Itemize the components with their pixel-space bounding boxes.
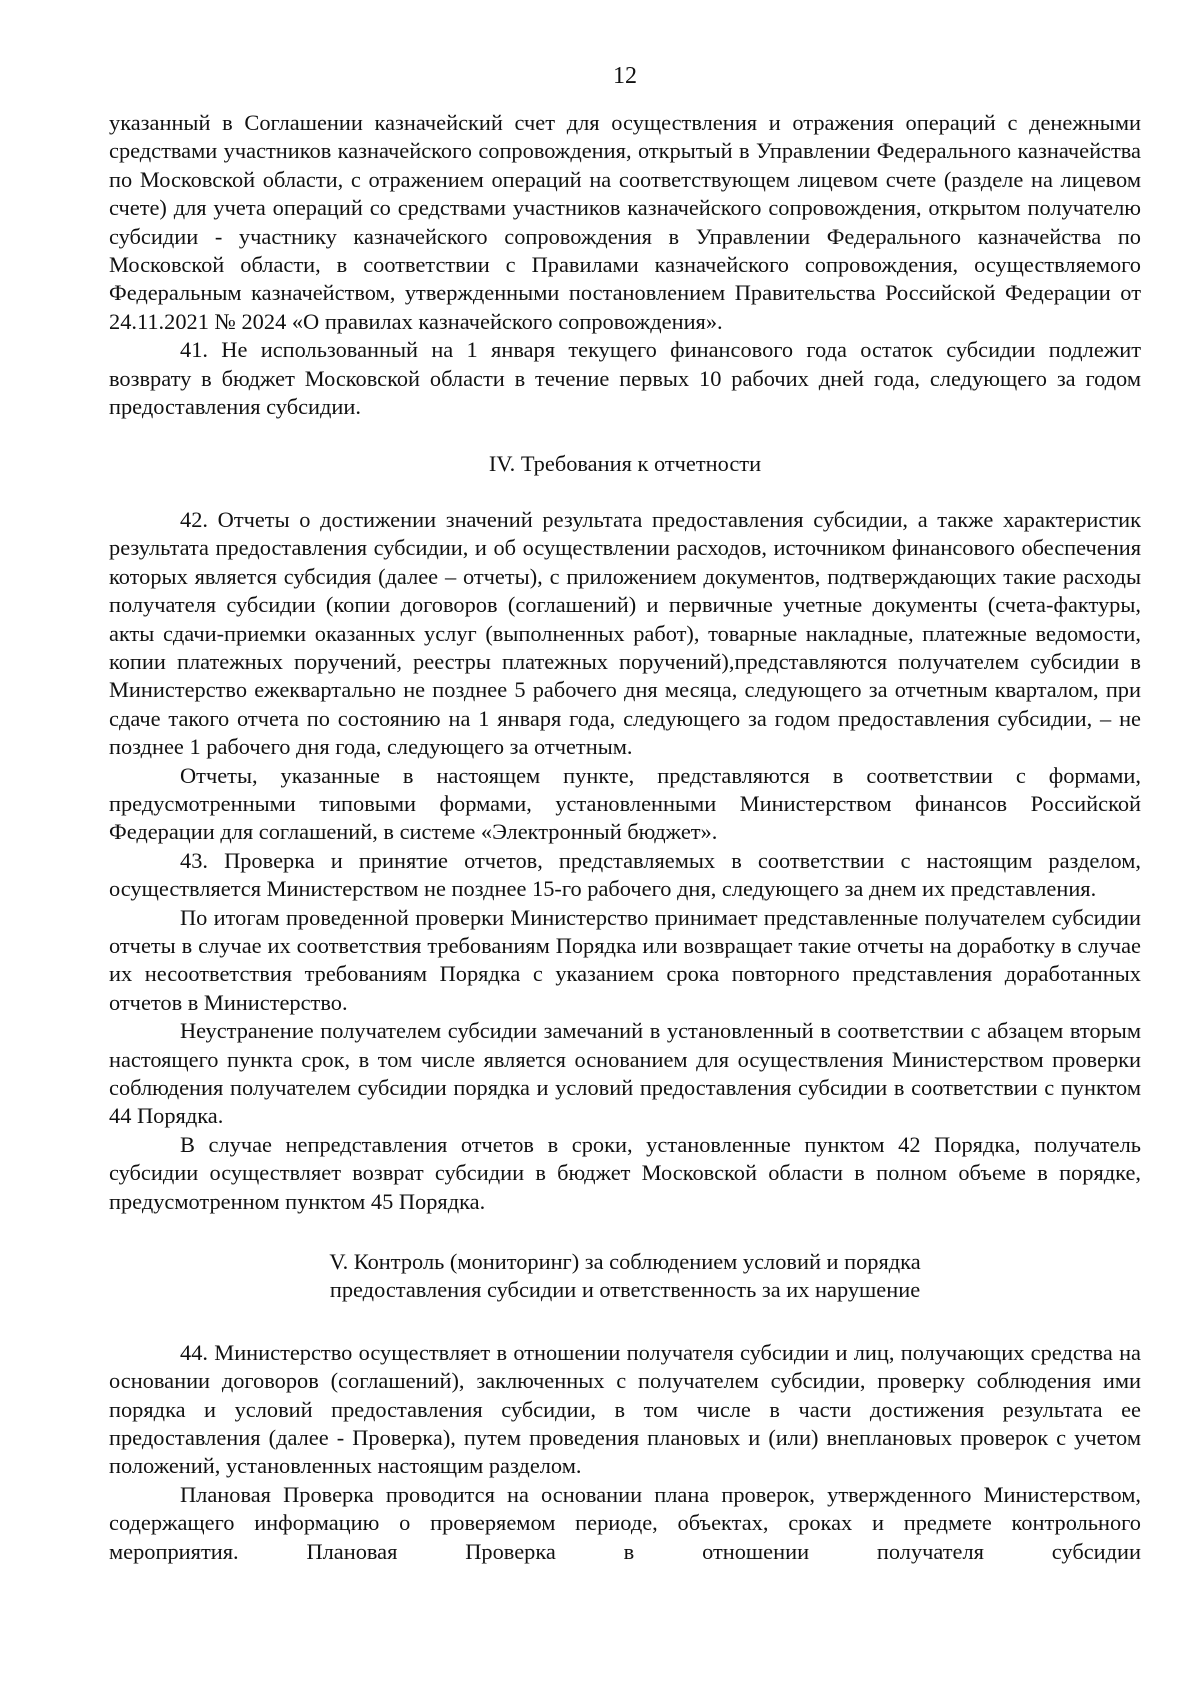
paragraph-43-results: По итогам проведенной проверки Министерство принимает представленные получателем субсидии отчеты в случае их соответствия требованиям Порядка или возвращает такие отчеты на доработку в случае их несоответствия требованиям Порядка с указанием срока повторного представления доработанных отчетов в Министерство. [109,904,1141,1015]
section-heading-control-line-2: предоставления субсидии и ответственность за их нарушение [329,1277,921,1303]
section-heading-control [109,1248,1141,1305]
paragraph-43-nonsubmission: В случае непредставления отчетов в сроки, установленные пунктом 42 Порядка, получатель субсидии осуществляет возврат субсидии в бюджет Московской области в полном объеме в порядке, предусмотренном пунктом 45 Порядка. [109,1131,1141,1214]
paragraph-43-failure: Неустранение получателем субсидии замечаний в установленный в соответствии с абзацем вторым настоящего пункта срок, в том числе является основанием для осуществления Министерством проверки соблюдения получателем субсидии порядка и условий предоставления субсидии в соответствии с пунктом 44 Порядка. [109,1018,1141,1129]
paragraph-41: 41. Не использованный на 1 января текущего финансового года остаток субсидии подлежит возврату в бюджет Московской области в течение первых 10 рабочих дней года, следующего за годом предоставления субсидии. [109,337,1141,420]
paragraph-42-forms: Отчеты, указанные в настоящем пункте, представляются в соответствии с формами, предусмотренными типовыми формами, установленными Министерством финансов Российской Федерации для соглашений, в системе «Электронный бюджет». [109,762,1141,845]
paragraph-42: 42. Отчеты о достижении значений результата предоставления субсидии, а также характеристик результата предоставления субсидии, и об осуществлении расходов, источником финансового обеспечения которых является субсидия (далее – отчеты), с приложением документов, подтверждающих такие расходы получателя субсидии (копии договоров (соглашений) и первичные учетные документы (счета-фактуры, акты сдачи-приемки оказанных услуг (выполненных работ), товарные накладные, платежные ведомости, копии платежных поручений, реестры платежных поручений),представляются получателем субсидии в Министерство ежеквартально не позднее 5 рабочего дня месяца, следующего за отчетным кварталом, при сдаче такого отчета по состоянию на 1 января года, следующего за годом предоставления субсидии, – не позднее 1 рабочего дня года, следующего за отчетным. [109,506,1141,760]
paragraph-treasury-account: указанный в Соглашении казначейский счет для осуществления и отражения операций с денежными средствами участников казначейского сопровождения, открытый в Управлении Федерального казначейства по Московской области, с отражением операций на соответствующем лицевом счете (разделе на лицевом счете) для учета операций со средствами участников казначейского сопровождения, открытом получателю субсидии - участнику казначейского сопровождения в Управлении Федерального казначейства по Московской области, в соответствии с Правилами казначейского сопровождения, осуществляемого Федеральным казначейством, утвержденными постановлением Правительства Российской Федерации от 24.11.2021 № 2024 «О правилах казначейского сопровождения». [109,110,1141,334]
document-page [109,62,1141,1566]
paragraph-44-planned: Плановая Проверка проводится на основании плана проверок, утвержденного Министерством, содержащего информацию о проверяемом периоде, объектах, сроках и предмете контрольного мероприятия. Плановая Проверка в отношении получателя субсидии [109,1481,1141,1564]
section-heading-control-line-1: V. Контроль (мониторинг) за соблюдением условий и порядка [329,1249,921,1275]
page-number: 12 [613,63,637,89]
paragraph-44: 44. Министерство осуществляет в отношении получателя субсидии и лиц, получающих средства на основании договоров (соглашений), заключенных с получателем субсидии, проверку соблюдения ими порядка и условий предоставления субсидии, в том числе в части достижения результата ее предоставления (далее - Проверка), путем проведения плановых и (или) внеплановых проверок с учетом положений, установленных настоящим разделом. [109,1339,1141,1479]
section-heading-reporting: IV. Требования к отчетности [488,451,762,477]
paragraph-43: 43. Проверка и принятие отчетов, представляемых в соответствии с настоящим разделом, осуществляется Министерством не позднее 15-го рабочего дня, следующего за днем их представления. [109,847,1141,902]
